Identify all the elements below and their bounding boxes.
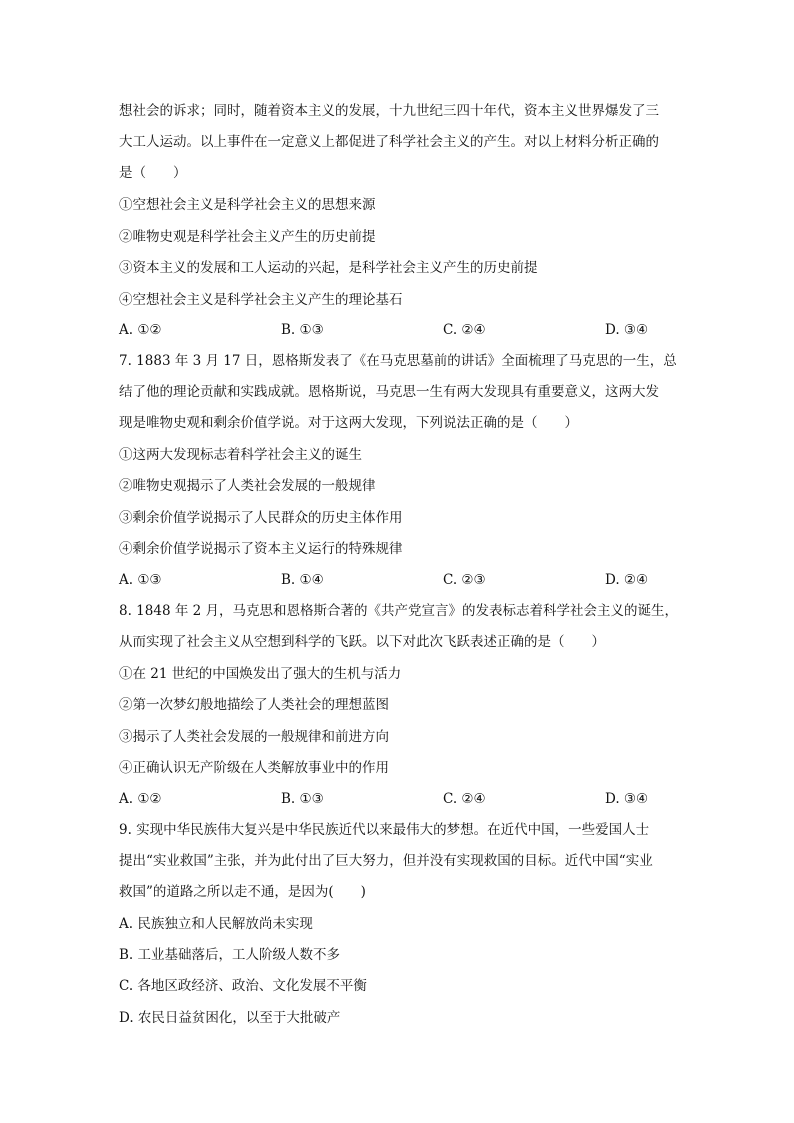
q8-stem-line: 从而实现了社会主义从空想到科学的飞跃。以下对此次飞跃表述正确的是（ ）	[119, 634, 605, 650]
q7-option-a: A. ①③	[119, 572, 162, 588]
q9-stem-line: 提出“实业救国”主张，并为此付出了巨大努力，但并没有实现救国的目标。近代中国“实业	[119, 853, 653, 869]
q9-option-c: C. 各地区政经济、政治、文化发展不平衡	[119, 978, 367, 994]
q7-statement: ②唯物史观揭示了人类社会发展的一般规律	[119, 478, 376, 494]
q7-option-d: D. ②④	[605, 572, 649, 588]
q7-statement: ③剩余价值学说揭示了人民群众的历史主体作用	[119, 510, 403, 526]
q7-stem-line: 结了他的理论贡献和实践成就。恩格斯说，马克思一生有两大发现具有重要意义，这两大发	[119, 384, 659, 400]
q6-statement: ②唯物史观是科学社会主义产生的历史前提	[119, 229, 376, 245]
q6-option-c: C. ②④	[443, 322, 486, 338]
q6-option-d: D. ③④	[605, 322, 649, 338]
q6-option-b: B. ①③	[281, 322, 324, 338]
q7-option-c: C. ②③	[443, 572, 486, 588]
q7-statement: ④剩余价值学说揭示了资本主义运行的特殊规律	[119, 541, 403, 557]
q6-stem-line: 想社会的诉求；同时，随着资本主义的发展，十九世纪三四十年代，资本主义世界爆发了三	[119, 103, 659, 119]
q8-option-b: B. ①③	[281, 791, 324, 807]
q8-stem-line: 8. 1848 年 2 月，马克思和恩格斯合著的《共产党宣言》的发表标志着科学社会主义的诞生，	[119, 603, 678, 619]
q7-statement: ①这两大发现标志着科学社会主义的诞生	[119, 447, 362, 463]
q8-statement: ④正确认识无产阶级在人类解放事业中的作用	[119, 760, 389, 776]
q7-stem-line: 7. 1883 年 3 月 17 日，恩格斯发表了《在马克思墓前的讲话》全面梳理了马克思的一生，总	[119, 353, 677, 369]
q7-option-b: B. ①④	[281, 572, 324, 588]
q6-statement: ①空想社会主义是科学社会主义的思想来源	[119, 197, 376, 213]
q9-stem-line: 9. 实现中华民族伟大复兴是中华民族近代以来最伟大的梦想。在近代中国，一些爱国人士	[119, 822, 650, 838]
q6-statement: ④空想社会主义是科学社会主义产生的理论基石	[119, 292, 403, 308]
q7-stem-line: 现是唯物史观和剩余价值学说。对于这两大发现，下列说法正确的是（ ）	[119, 415, 578, 431]
q6-stem-line: 大工人运动。以上事件在一定意义上都促进了科学社会主义的产生。对以上材料分析正确的	[119, 134, 659, 150]
q8-option-c: C. ②④	[443, 791, 486, 807]
q8-statement: ②第一次梦幻般地描绘了人类社会的理想蓝图	[119, 697, 389, 713]
q6-option-a: A. ①②	[119, 322, 162, 338]
q9-option-b: B. 工业基础落后，工人阶级人数不多	[119, 947, 341, 963]
q6-statement: ③资本主义的发展和工人运动的兴起，是科学社会主义产生的历史前提	[119, 260, 538, 276]
q8-option-a: A. ①②	[119, 791, 162, 807]
q9-option-a: A. 民族独立和人民解放尚未实现	[119, 916, 313, 932]
q9-option-d: D. 农民日益贫困化，以至于大批破产	[119, 1010, 341, 1026]
q8-statement: ③揭示了人类社会发展的一般规律和前进方向	[119, 729, 389, 745]
q8-statement: ①在 21 世纪的中国焕发出了强大的生机与活力	[119, 666, 402, 682]
q8-option-d: D. ③④	[605, 791, 649, 807]
q9-stem-line: 救国”的道路之所以走不通，是因为( )	[119, 884, 366, 900]
q6-stem-line: 是（ ）	[119, 165, 187, 181]
